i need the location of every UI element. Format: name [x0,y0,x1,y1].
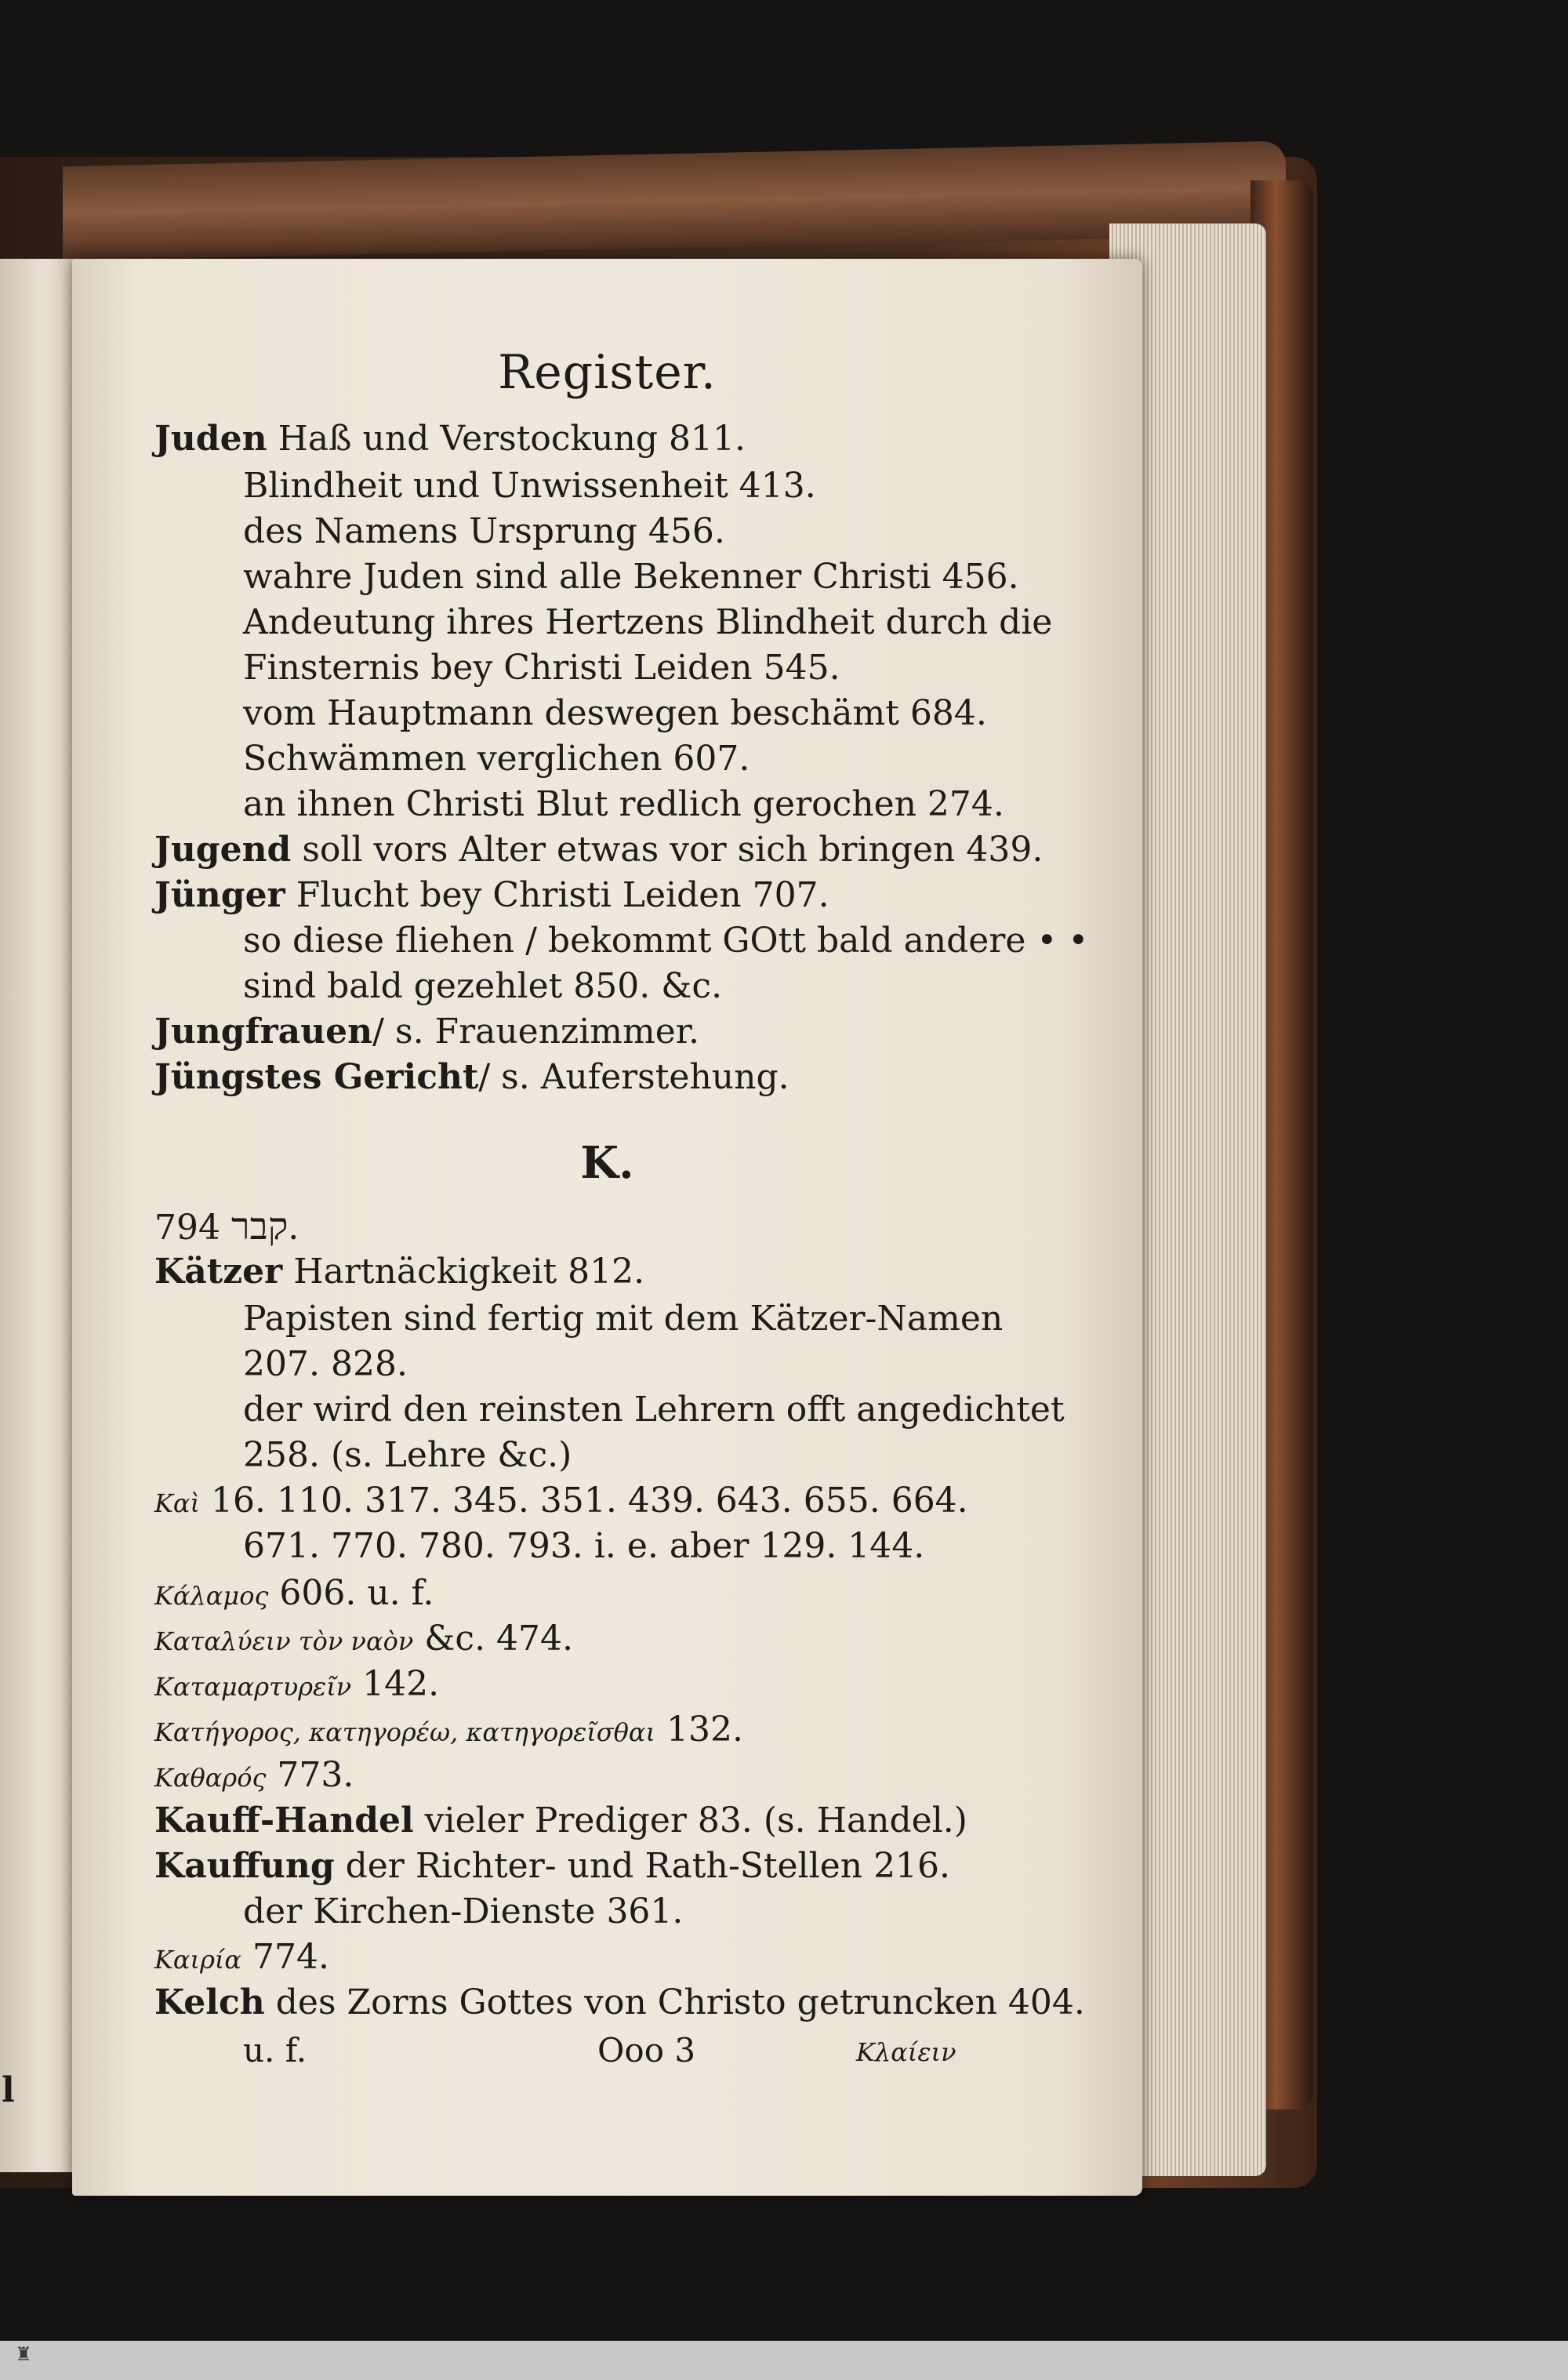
entry-line: 258. (s. Lehre &c.) [243,1435,572,1475]
entry-line: Καταμαρτυρεῖν 142. [154,1664,440,1704]
entry-line: Kauff-Handel vieler Prediger 83. (s. Handel.) [154,1800,967,1840]
entry-line: Κάλαμος 606. u. f. [154,1573,434,1613]
entry-line: קבר 794. [154,1205,299,1248]
entry-line: Κατήγορος, κατηγορέω, κατηγορεῖσθαι 132. [154,1710,744,1750]
entry-line: Καταλύειν τὸν ναὸν &c. 474. [154,1619,574,1659]
register-page [72,259,1142,2196]
entry-line: Finsternis bey Christi Leiden 545. [243,648,840,688]
entry-line: Καθαρός 773. [154,1755,354,1795]
entry-line: an ihnen Christi Blut redlich gerochen 274. [243,784,1004,824]
footer-continuation: u. f. [243,2031,307,2069]
entry-line: Kätzer Hartnäckigkeit 812. [154,1252,645,1292]
entry-line: Jünger Flucht bey Christi Leiden 707. [154,875,829,915]
entry-line: sind bald gezehlet 850. &c. [243,966,723,1006]
viewer-bottom-bar [0,2341,1568,2380]
entry-line: Schwämmen verglichen 607. [243,739,750,779]
entry-line: wahre Juden sind alle Bekenner Christi 456. [243,557,1019,597]
page-header: Register. [498,345,717,400]
entry-line: Andeutung ihres Hertzens Blindheit durch die [243,602,1053,642]
entry-line: 671. 770. 780. 793. i. e. aber 129. 144. [243,1526,925,1566]
entry-line: Blindheit und Unwissenheit 413. [243,466,816,506]
entry-line: Jugend soll vors Alter etwas vor sich bringen 439. [154,830,1044,870]
left-page [0,259,75,2172]
entry-line: Kelch des Zorns Gottes von Christo getruncken 404. [154,1982,1085,2022]
entry-line: der Kirchen-Dienste 361. [243,1891,684,1931]
entry-line: Καιρία 774. [154,1937,329,1977]
entry-line: Καὶ 16. 110. 317. 345. 351. 439. 643. 655. 664. [154,1481,968,1521]
entry-line: Jungfrauen/ s. Frauenzimmer. [154,1012,699,1052]
entry-line: Kauffung der Richter- und Rath-Stellen 216. [154,1846,951,1886]
entry-line: des Namens Ursprung 456. [243,511,725,551]
left-page-mark: l [2,2070,15,2110]
signature-mark: Ooo 3 [597,2031,696,2069]
entry-line: vom Hauptmann deswegen beschämt 684. [243,693,987,733]
entry-line: Juden Haß und Verstockung 811. [154,419,746,459]
section-letter: K. [580,1137,634,1189]
catchword: Κλαίειν [856,2037,956,2067]
entry-line: Jüngstes Gericht/ s. Auferstehung. [154,1057,789,1097]
entry-line: so diese fliehen / bekommt GOtt bald andere • • [243,921,1089,961]
entry-line: 207. 828. [243,1344,408,1384]
library-logo-icon: ♜ [15,2343,32,2365]
entry-line: der wird den reinsten Lehrern offt angedichtet [243,1390,1065,1430]
entry-line: Papisten sind fertig mit dem Kätzer-Namen [243,1299,1004,1339]
